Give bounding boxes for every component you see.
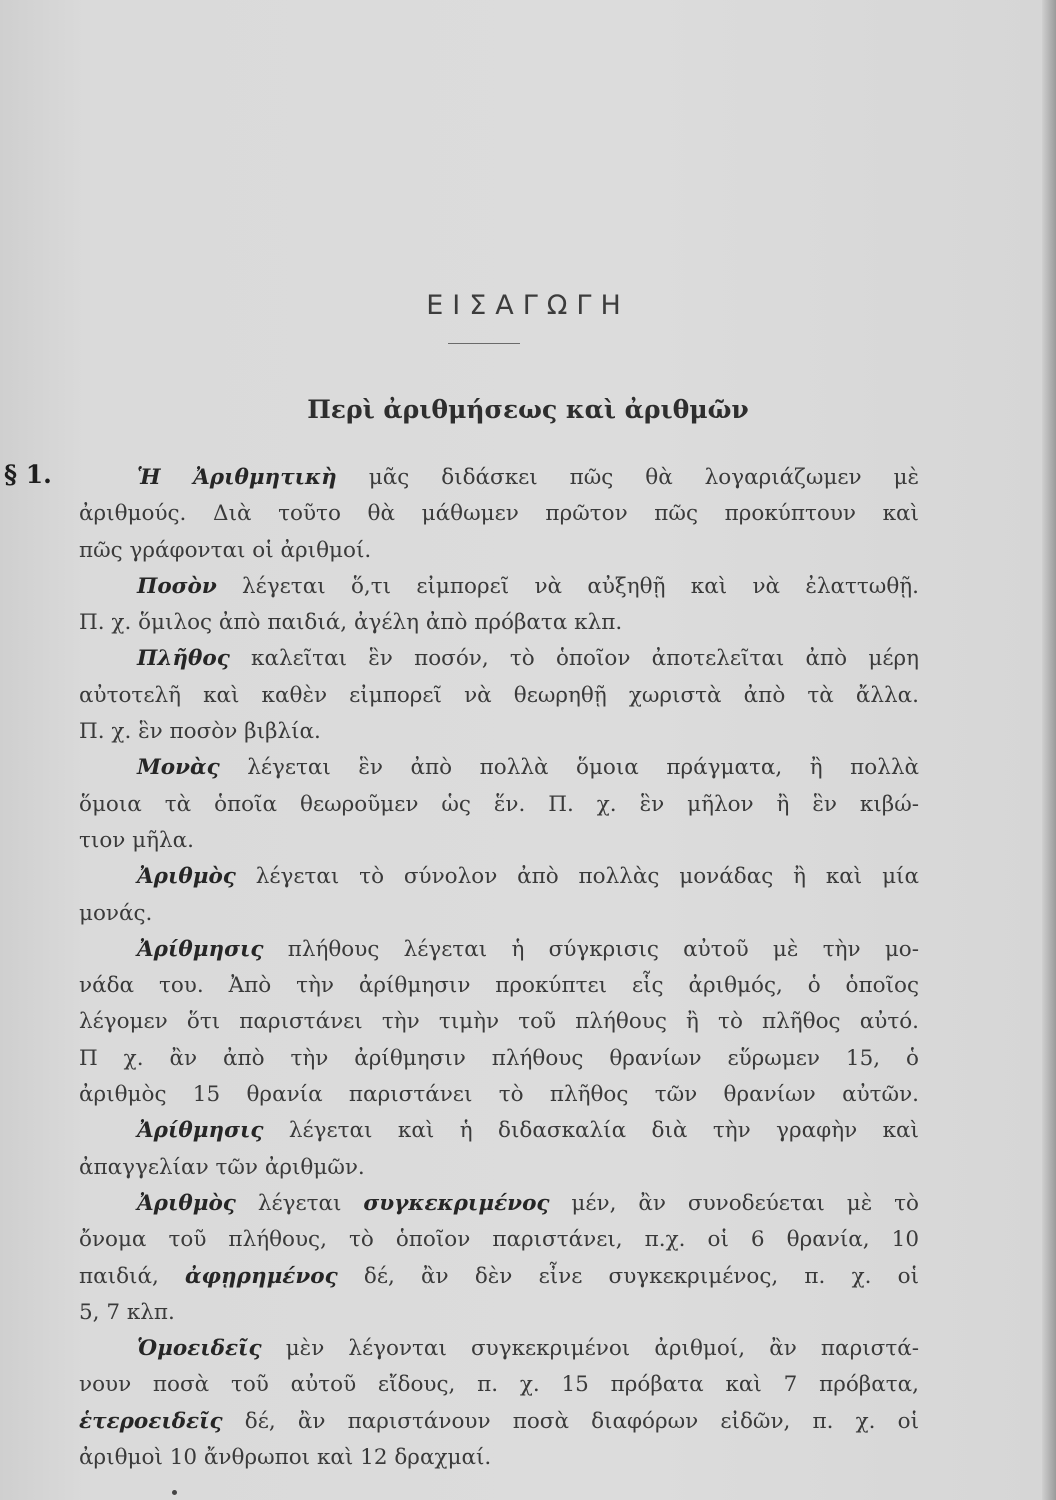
text-run: παιδιά, [79, 1263, 186, 1289]
text-run: νουν ποσὰ τοῦ αὐτοῦ εἴδους, π. χ. 15 πρόβατα καὶ 7 πρόβατα, [79, 1372, 919, 1398]
text-run: δέ, ἂν δὲν εἶνε συγκεκριμένος, π. χ. οἱ [337, 1263, 919, 1289]
text-line [79, 968, 919, 1004]
text-line [79, 714, 919, 750]
text-run: λέγεται ὅ,τι εἰμπορεῖ νὰ αὐξηθῇ καὶ νὰ ἐλαττωθῇ. [216, 573, 919, 599]
defined-term: ἀφῃρημένος [185, 1263, 338, 1289]
text-line [79, 1295, 919, 1331]
text-run: λέγεται ἓν ἀπὸ πολλὰ ὅμοια πράγματα, ἢ πολλὰ [219, 755, 919, 781]
defined-term: συγκεκριμένος [363, 1190, 550, 1216]
text-run: μέν, ἂν συνοδεύεται μὲ τὸ [549, 1190, 919, 1216]
text-line [79, 1041, 919, 1077]
defined-term: Ἀρίθμησις [137, 1118, 264, 1144]
text-line [79, 1004, 919, 1040]
text-line [79, 1404, 919, 1440]
print-speck [172, 1490, 177, 1495]
text-run: αὐτοτελῆ καὶ καθὲν εἰμπορεῖ νὰ θεωρηθῇ χωριστὰ ἀπὸ τὰ ἄλλα. [79, 682, 919, 708]
defined-term: Ἀριθμὸς [137, 864, 236, 890]
text-line [79, 1150, 919, 1186]
defined-term: Ἀρίθμησις [137, 936, 264, 962]
text-run: καλεῖται ἓν ποσόν, τὸ ὁποῖον ἀποτελεῖται ἀπὸ μέρη [229, 646, 919, 672]
defined-term: Πλῆθος [137, 646, 230, 672]
text-run: μᾶς διδάσκει πῶς θὰ λογαριάζωμεν μὲ [336, 465, 919, 490]
text-run: λέγεται [235, 1190, 364, 1216]
text-line [79, 1259, 919, 1295]
text-line [79, 823, 919, 859]
text-line [79, 460, 919, 496]
text-run: λέγεται τὸ σύνολον ἀπὸ πολλὰς μονάδας ἢ καὶ μία [235, 864, 919, 890]
text-line [79, 496, 919, 532]
chapter-heading: ΕΙΣΑΓΩΓΗ [426, 290, 630, 321]
text-run: λέγεται καὶ ἡ διδασκαλία διὰ τὴν γραφὴν καὶ [263, 1118, 919, 1144]
text-run: μὲν λέγονται συγκεκριμένοι ἀριθμοί, ἂν παριστά- [261, 1336, 919, 1362]
text-run: 5, 7 κλπ. [79, 1299, 175, 1325]
defined-term: Ἀριθμὸς [137, 1190, 236, 1216]
text-line [79, 859, 919, 895]
text-line [79, 533, 919, 569]
text-line [79, 750, 919, 786]
text-line [79, 1331, 919, 1367]
text-run: νάδα του. Ἀπὸ τὴν ἀρίθμησιν προκύπτει εἷς ἀριθμός, ὁ ὁποῖος [79, 973, 919, 999]
text-line [79, 1113, 919, 1149]
text-line [79, 1222, 919, 1258]
text-line [79, 678, 919, 714]
text-run: ὅμοια τὰ ὁποῖα θεωροῦμεν ὡς ἕν. Π. χ. ἓν μῆλον ἢ ἓν κιβώ- [79, 791, 919, 817]
text-run: λέγομεν ὅτι παριστάνει τὴν τιμὴν τοῦ πλήθους ἢ τὸ πλῆθος αὐτό. [79, 1009, 919, 1035]
defined-term: Ἡ Ἀριθμητικὴ [137, 465, 337, 490]
text-run: δέ, ἂν παριστάνουν ποσὰ διαφόρων εἰδῶν, π. χ. οἱ [222, 1408, 919, 1434]
text-line [79, 1367, 919, 1403]
section-title: Περὶ ἀριθμήσεως καὶ ἀριθμῶν [307, 395, 749, 424]
text-run: ἀριθμοὶ 10 ἄνθρωποι καὶ 12 δραχμαί. [79, 1445, 492, 1471]
text-run: τιον μῆλα. [79, 827, 195, 853]
text-run: ἀριθμούς. Διὰ τοῦτο θὰ μάθωμεν πρῶτον πῶς προκύπτουν καὶ [79, 501, 919, 527]
body-text [79, 460, 919, 1476]
text-line [79, 605, 919, 641]
section-number: § 1. [4, 460, 52, 489]
page-edge-shadow [1042, 0, 1056, 1500]
text-line [79, 1440, 919, 1476]
defined-term: Ὁμοειδεῖς [137, 1336, 262, 1362]
text-run: μονάς. [79, 900, 153, 926]
text-run: ὄνομα τοῦ πλήθους, τὸ ὁποῖον παριστάνει, π.χ. οἱ 6 θρανία, 10 [79, 1227, 919, 1253]
text-line [79, 1186, 919, 1222]
text-run: Π. χ. ὅμιλος ἀπὸ παιδιά, ἀγέλη ἀπὸ πρόβατα κλπ. [79, 610, 623, 636]
text-line [79, 932, 919, 968]
defined-term: Ποσὸν [137, 573, 217, 599]
text-run: ἀριθμὸς 15 θρανία παριστάνει τὸ πλῆθος τῶν θρανίων αὐτῶν. [79, 1082, 919, 1108]
text-run: πλήθους λέγεται ἡ σύγκρισις αὐτοῦ μὲ τὴν μο- [263, 936, 919, 962]
text-run: πῶς γράφονται οἱ ἀριθμοί. [79, 537, 372, 563]
text-line [79, 896, 919, 932]
text-line [79, 641, 919, 677]
text-line [79, 569, 919, 605]
defined-term: Μονὰς [137, 755, 220, 781]
text-run: Π. χ. ἓν ποσὸν βιβλία. [79, 719, 321, 745]
heading-divider [448, 343, 520, 344]
text-run: ἀπαγγελίαν τῶν ἀριθμῶν. [79, 1154, 365, 1180]
text-line [79, 787, 919, 823]
defined-term: ἑτεροειδεῖς [79, 1408, 223, 1434]
text-line [79, 1077, 919, 1113]
text-run: Π χ. ἂν ἀπὸ τὴν ἀρίθμησιν πλήθους θρανίων εὕρωμεν 15, ὁ [79, 1045, 919, 1071]
